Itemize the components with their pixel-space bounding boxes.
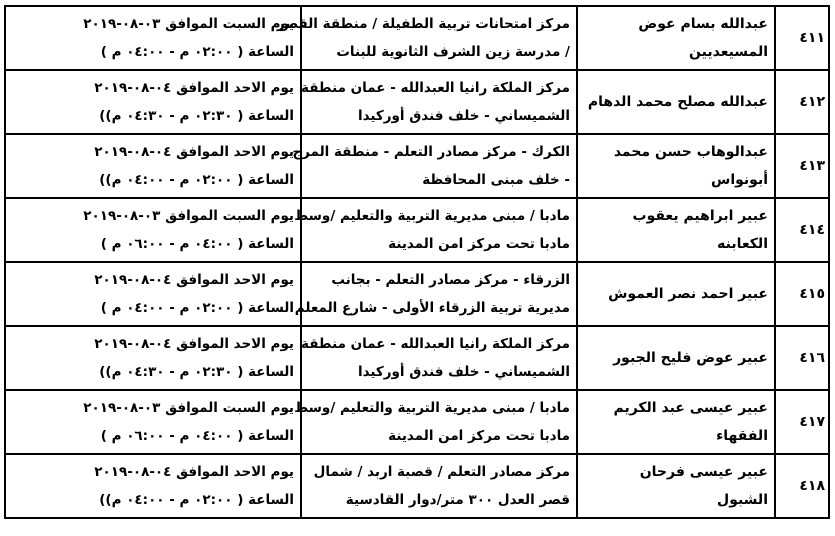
candidate-name: عبير احمد نصر العموش xyxy=(577,262,775,326)
candidate-name: عبير عيسى فرحان الشبول xyxy=(577,454,775,518)
location-line-2: مادبا تحت مركز امن المدينة xyxy=(388,428,570,444)
location-line-2: قصر العدل ٣٠٠ متر/دوار القادسية xyxy=(345,492,570,508)
exam-date-time xyxy=(5,390,301,454)
row-number: ٤١٤ xyxy=(775,198,829,262)
exam-location xyxy=(276,6,577,70)
location-line-1: مركز امتحانات تربية الطفيلة / منطقة القصر xyxy=(276,16,570,32)
candidate-name: عبير عيسى عبد الكريم الفقهاء xyxy=(577,390,775,454)
row-number: ٤١١ xyxy=(775,6,829,70)
table-row xyxy=(5,198,829,262)
location-line-2: الشميساني - خلف فندق أوركيدا xyxy=(357,364,570,380)
row-number: ٤١٦ xyxy=(775,326,829,390)
exam-time: الساعة ( ٠٤:٠٠ م - ٠٦:٠٠ م ) xyxy=(100,428,294,444)
exam-date: يوم السبت الموافق ٠٣-٠٨-٢٠١٩ xyxy=(83,400,294,416)
location-line-1: مركز مصادر التعلم / قصبة اربد / شمال xyxy=(313,464,570,480)
exam-date-time xyxy=(5,6,301,70)
location-line-2: / مدرسة زين الشرف الثانوية للبنات xyxy=(336,44,570,60)
exam-location xyxy=(292,134,577,198)
exam-schedule-document xyxy=(4,5,830,519)
location-line-2: - خلف مبنى المحافظة xyxy=(422,172,570,188)
table-row xyxy=(5,134,829,198)
location-line-1: مادبا / مبنى مديرية التربية والتعليم /وسط xyxy=(294,400,570,416)
exam-location xyxy=(301,326,577,390)
exam-time: الساعة ( ٠٢:٠٠ م - ٠٤:٠٠ م)) xyxy=(99,172,294,188)
exam-location xyxy=(294,262,577,326)
exam-location xyxy=(294,198,577,262)
exam-date: يوم الاحد الموافق ٠٤-٠٨-٢٠١٩ xyxy=(94,336,294,352)
location-line-1: الكرك - مركز مصادر التعلم - منطقة المرج xyxy=(292,144,570,160)
location-line-1: الزرقاء - مركز مصادر التعلم - بجانب xyxy=(331,272,570,288)
exam-date-time xyxy=(5,326,301,390)
exam-time: الساعة ( ٠٢:٣٠ م - ٠٤:٣٠ م)) xyxy=(99,364,294,380)
exam-date: يوم الاحد الموافق ٠٤-٠٨-٢٠١٩ xyxy=(94,272,294,288)
exam-location xyxy=(301,70,577,134)
row-number: ٤١٣ xyxy=(775,134,829,198)
exam-schedule-table xyxy=(4,5,830,519)
exam-date-time xyxy=(5,134,301,198)
row-number: ٤١٢ xyxy=(775,70,829,134)
exam-date: يوم السبت الموافق ٠٣-٠٨-٢٠١٩ xyxy=(83,208,294,224)
location-line-2: مادبا تحت مركز امن المدينة xyxy=(388,236,570,252)
location-line-2: مديرية تربية الزرقاء الأولى - شارع المعلم xyxy=(294,300,570,316)
exam-date: يوم الاحد الموافق ٠٤-٠٨-٢٠١٩ xyxy=(94,464,294,480)
candidate-name: عبدالوهاب حسن محمد أبونواس xyxy=(577,134,775,198)
table-row xyxy=(5,262,829,326)
table-row xyxy=(5,70,829,134)
location-line-1: مركز الملكة رانيا العبدالله - عمان منطقة xyxy=(301,80,570,96)
exam-date-time xyxy=(5,198,301,262)
candidate-name: عبدالله بسام عوض المسيعديين xyxy=(577,6,775,70)
location-line-1: مادبا / مبنى مديرية التربية والتعليم /وسط xyxy=(294,208,570,224)
candidate-name: عبير عوض فليح الجبور xyxy=(577,326,775,390)
exam-date-time xyxy=(5,454,301,518)
exam-date-time xyxy=(5,262,301,326)
exam-time: الساعة ( ٠٢:٣٠ م - ٠٤:٣٠ م)) xyxy=(99,108,294,124)
exam-date: يوم الاحد الموافق ٠٤-٠٨-٢٠١٩ xyxy=(94,144,294,160)
exam-time: الساعة ( ٠٢:٠٠ م - ٠٤:٠٠ م ) xyxy=(100,44,294,60)
table-row xyxy=(5,390,829,454)
exam-location xyxy=(294,390,577,454)
row-number: ٤١٨ xyxy=(775,454,829,518)
exam-date: يوم السبت الموافق ٠٣-٠٨-٢٠١٩ xyxy=(83,16,294,32)
row-number: ٤١٧ xyxy=(775,390,829,454)
exam-location xyxy=(301,454,577,518)
table-row xyxy=(5,326,829,390)
table-row xyxy=(5,6,829,70)
exam-date-time xyxy=(5,70,301,134)
candidate-name: عبير ابراهيم يعقوب الكعابنه xyxy=(577,198,775,262)
location-line-2: الشميساني - خلف فندق أوركيدا xyxy=(357,108,570,124)
candidate-name: عبدالله مصلح محمد الدهام xyxy=(577,70,775,134)
table-row xyxy=(5,454,829,518)
exam-time: الساعة ( ٠٢:٠٠ م - ٠٤:٠٠ م)) xyxy=(99,492,294,508)
row-number: ٤١٥ xyxy=(775,262,829,326)
location-line-1: مركز الملكة رانيا العبدالله - عمان منطقة xyxy=(301,336,570,352)
exam-date: يوم الاحد الموافق ٠٤-٠٨-٢٠١٩ xyxy=(94,80,294,96)
exam-time: الساعة ( ٠٤:٠٠ م - ٠٦:٠٠ م ) xyxy=(100,236,294,252)
exam-time: الساعة ( ٠٢:٠٠ م - ٠٤:٠٠ م ) xyxy=(100,300,294,316)
